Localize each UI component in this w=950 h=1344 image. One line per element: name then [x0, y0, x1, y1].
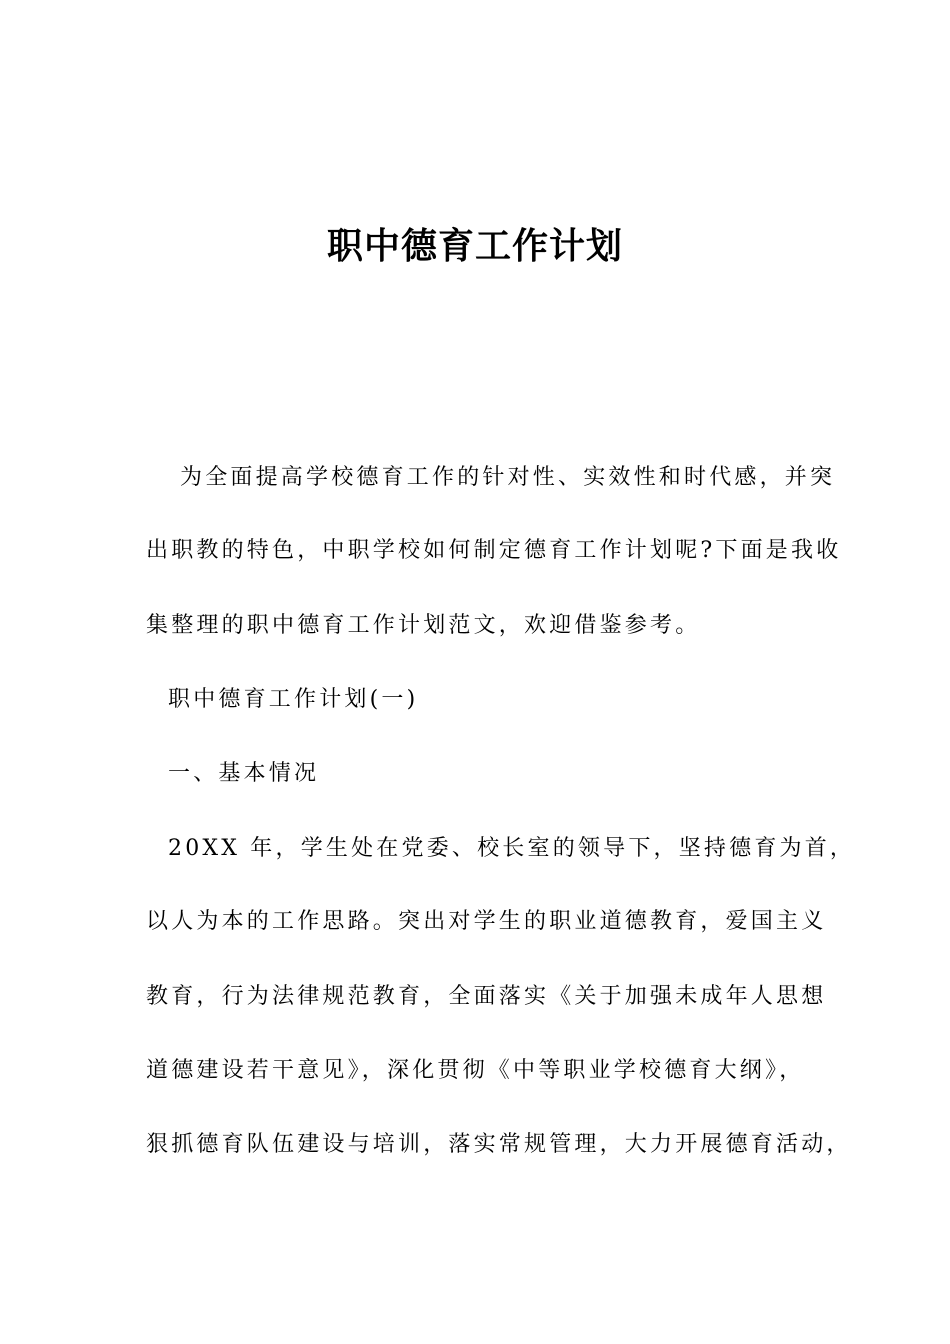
body-paragraph-line-5: 狠抓德育队伍建设与培训，落实常规管理，大力开展德育活动， [146, 1132, 852, 1157]
body-paragraph-line-3: 教育，行为法律规范教育，全面落实《关于加强未成年人思想 [146, 984, 827, 1009]
intro-paragraph-line-2: 出职教的特色，中职学校如何制定德育工作计划呢?下面是我收 [146, 538, 842, 563]
section-heading: 职中德育工作计划(一) [168, 687, 419, 712]
intro-paragraph-line-1: 为全面提高学校德育工作的针对性、实效性和时代感，并突 [180, 465, 836, 490]
body-paragraph-line-4: 道德建设若干意见》，深化贯彻《中等职业学校德育大纲》， [146, 1058, 805, 1083]
intro-paragraph-line-3: 集整理的职中德育工作计划范文，欢迎借鉴参考。 [146, 613, 701, 638]
document-title: 职中德育工作计划 [326, 226, 623, 267]
body-paragraph-line-2: 以人为本的工作思路。突出对学生的职业道德教育，爱国主义 [146, 909, 827, 934]
body-paragraph-line-1: 20XX 年，学生处在党委、校长室的领导下，坚持德育为首， [168, 836, 856, 861]
subsection-heading: 一、基本情况 [168, 761, 320, 786]
